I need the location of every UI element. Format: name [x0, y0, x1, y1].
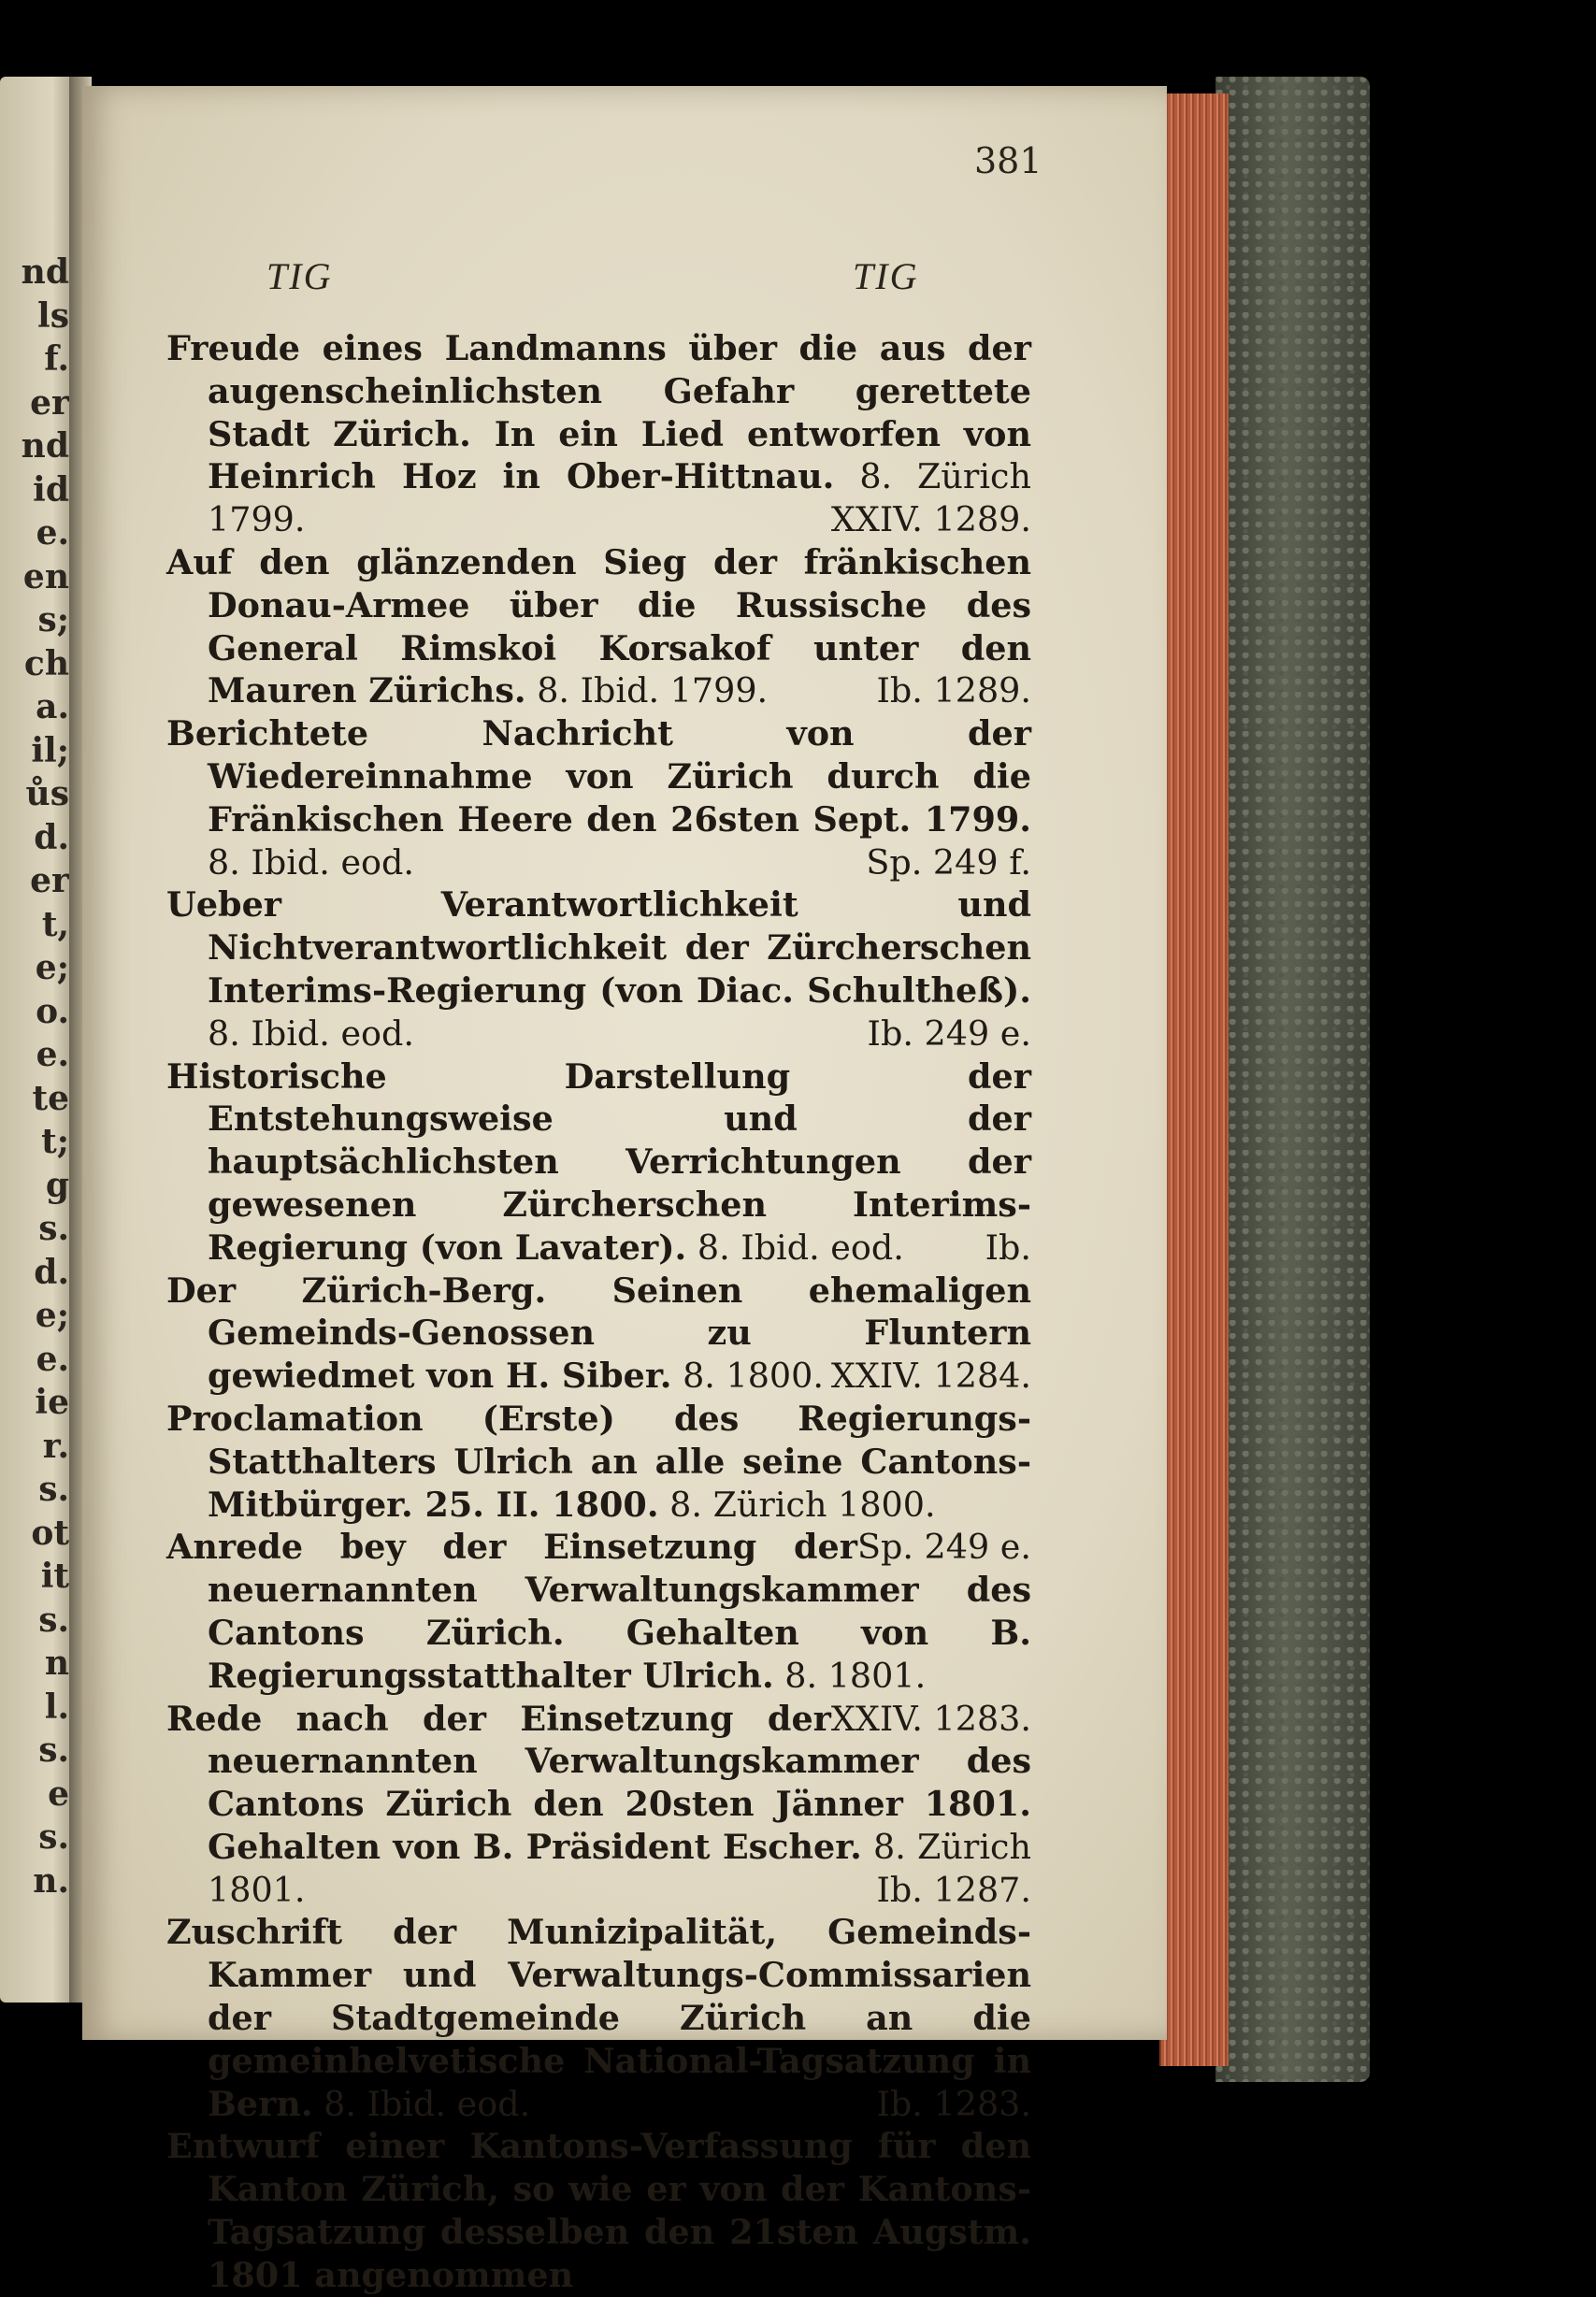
entry-title: Rede nach der Einsetzung der neuernannten Verwaltungskammer des Cantons Zürich den 20sten Jänner 1801. Gehalten von B. Präsident Escher.	[166, 1698, 1031, 1867]
left-page-fragment: nd	[21, 252, 69, 292]
left-page-fragment: ch	[23, 643, 69, 683]
left-page-fragment: e;	[35, 1296, 69, 1335]
entry-imprint: 8. Ibid. 1799.	[537, 670, 769, 711]
entry-imprint: 8. Ibid. eod.	[697, 1227, 904, 1268]
entry-title: Proclamation (Erste) des Regierungs-Statthalters Ulrich an alle seine Cantons-Mitbürger. 25. II. 1800.	[166, 1398, 1031, 1525]
entry-title: Anrede bey der Einsetzung der neuernannten Verwaltungskammer des Cantons Zürich. Gehalten von B. Regierungsstatthalter Ulrich.	[166, 1527, 1031, 1696]
entry-title: Historische Darstellung der Entstehungsweise und der hauptsächlichsten Verrichtungen der gewesenen Zürcherschen Interims-Regierung (von Lavater).	[166, 1055, 1031, 1268]
left-page-fragment: e.	[36, 513, 69, 553]
entry-imprint: 8. Ibid. eod.	[208, 841, 414, 883]
bibliography-entry	[166, 1398, 1031, 1568]
entry-imprint: 8. Zürich 1799.	[208, 456, 1032, 540]
book-cover	[1215, 77, 1370, 2082]
left-page-fragment: te	[32, 1078, 69, 1118]
entry-imprint: 8. Zürich 1801.	[208, 1826, 1031, 1910]
entry-reference: XXIV. 1289.	[830, 499, 1031, 540]
entry-imprint: 8. Zürich 1800.	[669, 1484, 936, 1525]
entry-reference: Ib. 249 e.	[867, 1012, 1031, 1054]
left-page-fragment: d.	[34, 817, 69, 857]
left-page-fragment: e;	[35, 948, 69, 987]
left-page-fragment: f.	[44, 339, 69, 379]
left-page-fragment: il;	[31, 730, 69, 770]
left-page-fragment: it	[40, 1557, 69, 1596]
entry-reference: Sp. 249 f.	[866, 841, 1031, 883]
bibliography-entry	[166, 2125, 1031, 2296]
left-page-fragment: n.	[33, 1860, 69, 1901]
running-header-right: TIG	[853, 255, 919, 297]
left-page-fragment: g	[45, 1165, 69, 1205]
left-page-fragment: t;	[41, 1122, 69, 1161]
entry-title: Zuschrift der Munizipalität, Gemeinds-Kammer und Verwaltungs-Commissarien der Stadtgemeinde Zürich an die gemeinhelvetische National-Tagsatzung in Bern.	[166, 1912, 1031, 2124]
left-page-edge	[0, 77, 75, 2003]
entry-reference: XXIV. 1283.	[830, 1698, 1031, 1739]
entry-reference: XXIV. 1284.	[830, 1356, 1031, 1397]
entry-imprint: 8. 1800.	[683, 1356, 824, 1397]
bibliography-entry	[166, 712, 1031, 883]
left-page-fragment: a.	[36, 687, 69, 726]
entry-imprint: 8. 1801.	[784, 1655, 927, 1696]
left-page-fragment: o.	[36, 991, 69, 1031]
left-page-fragment: s.	[38, 1730, 69, 1770]
entry-title: Berichtete Nachricht von der Wiedereinnahme von Zürich durch die Fränkischen Heere den 26sten Sept. 1799.	[166, 713, 1031, 840]
entry-reference: Ib. 1289.	[876, 670, 1031, 711]
bibliography-entry	[166, 327, 1031, 541]
left-page-fragment: s.	[38, 1209, 69, 1248]
entry-reference: Sp. 249 e.	[856, 1527, 1031, 1568]
bibliography-entry	[166, 1270, 1031, 1398]
left-page-fragment: e.	[36, 1339, 69, 1379]
entry-title: Freude eines Landmanns über die aus der augenscheinlichsten Gefahr gerettete Stadt Zürich. In ein Lied entworfen von Heinrich Hoz in Ober-Hittnau.	[166, 328, 1031, 497]
left-page-fragment: l.	[44, 1687, 69, 1727]
running-header-left: TIG	[266, 255, 333, 297]
left-page-fragment: er	[30, 382, 69, 423]
left-page-fragment: er	[30, 861, 69, 900]
bibliography-entry	[166, 883, 1031, 1055]
entry-title: Ueber Verantwortlichkeit und Nichtverantwortlichkeit der Zürcherschen Interims-Regierung (von Diac. Schultheß).	[166, 884, 1031, 1011]
entry-title: Der Zürich-Berg. Seinen ehemaligen Gemeinds-Genossen zu Fluntern gewiedmet von H. Siber.	[166, 1270, 1031, 1397]
left-page-fragment: s.	[38, 1470, 69, 1509]
entry-reference: Ib. 1283.	[876, 2083, 1031, 2124]
left-page-fragment: s;	[37, 600, 69, 639]
left-page-fragment: s.	[38, 1600, 69, 1640]
bibliography-entry	[166, 541, 1031, 712]
page-number: 381	[974, 140, 1042, 181]
left-page-fragment: d.	[34, 1252, 69, 1292]
left-page-fragment: t,	[41, 904, 69, 944]
entry-imprint: 8. Ibid. eod.	[208, 1012, 414, 1054]
entry-imprint: 8. Ibid. eod.	[324, 2083, 531, 2124]
left-page-fragment: ot	[31, 1513, 69, 1553]
bibliography-list	[166, 327, 1031, 2297]
left-page-fragment: e.	[36, 1035, 69, 1074]
left-page-fragment: s.	[38, 1817, 69, 1857]
left-page-fragment: nd	[21, 426, 69, 466]
entry-title: Entwurf einer Kantons-Verfassung für den Kanton Zürich, so wie er von der Kantons-Tagsatzung desselben den 21sten Augstm. 1801 angenommen	[166, 2126, 1031, 2295]
bibliography-entry	[166, 1055, 1031, 1270]
left-page-fragment: ls	[37, 295, 69, 336]
entry-reference: Ib. 1287.	[876, 1869, 1031, 1910]
bibliography-entry	[166, 1911, 1031, 2125]
left-page-fragment: ie	[35, 1383, 69, 1422]
left-page-fragment: e	[48, 1773, 69, 1814]
left-page-fragment: ůs	[25, 774, 69, 813]
left-page-fragment: n	[44, 1644, 69, 1683]
entry-reference: Ib.	[985, 1227, 1031, 1268]
left-page-fragment: r.	[42, 1426, 69, 1466]
left-page-fragment: id	[33, 469, 69, 510]
page-edges	[1159, 93, 1229, 2066]
entry-title: Auf den glänzenden Sieg der fränkischen Donau-Armee über die Russische des General Rimskoi Korsakof unter den Mauren Zürichs.	[166, 541, 1031, 711]
left-page-fragment: en	[22, 556, 69, 596]
